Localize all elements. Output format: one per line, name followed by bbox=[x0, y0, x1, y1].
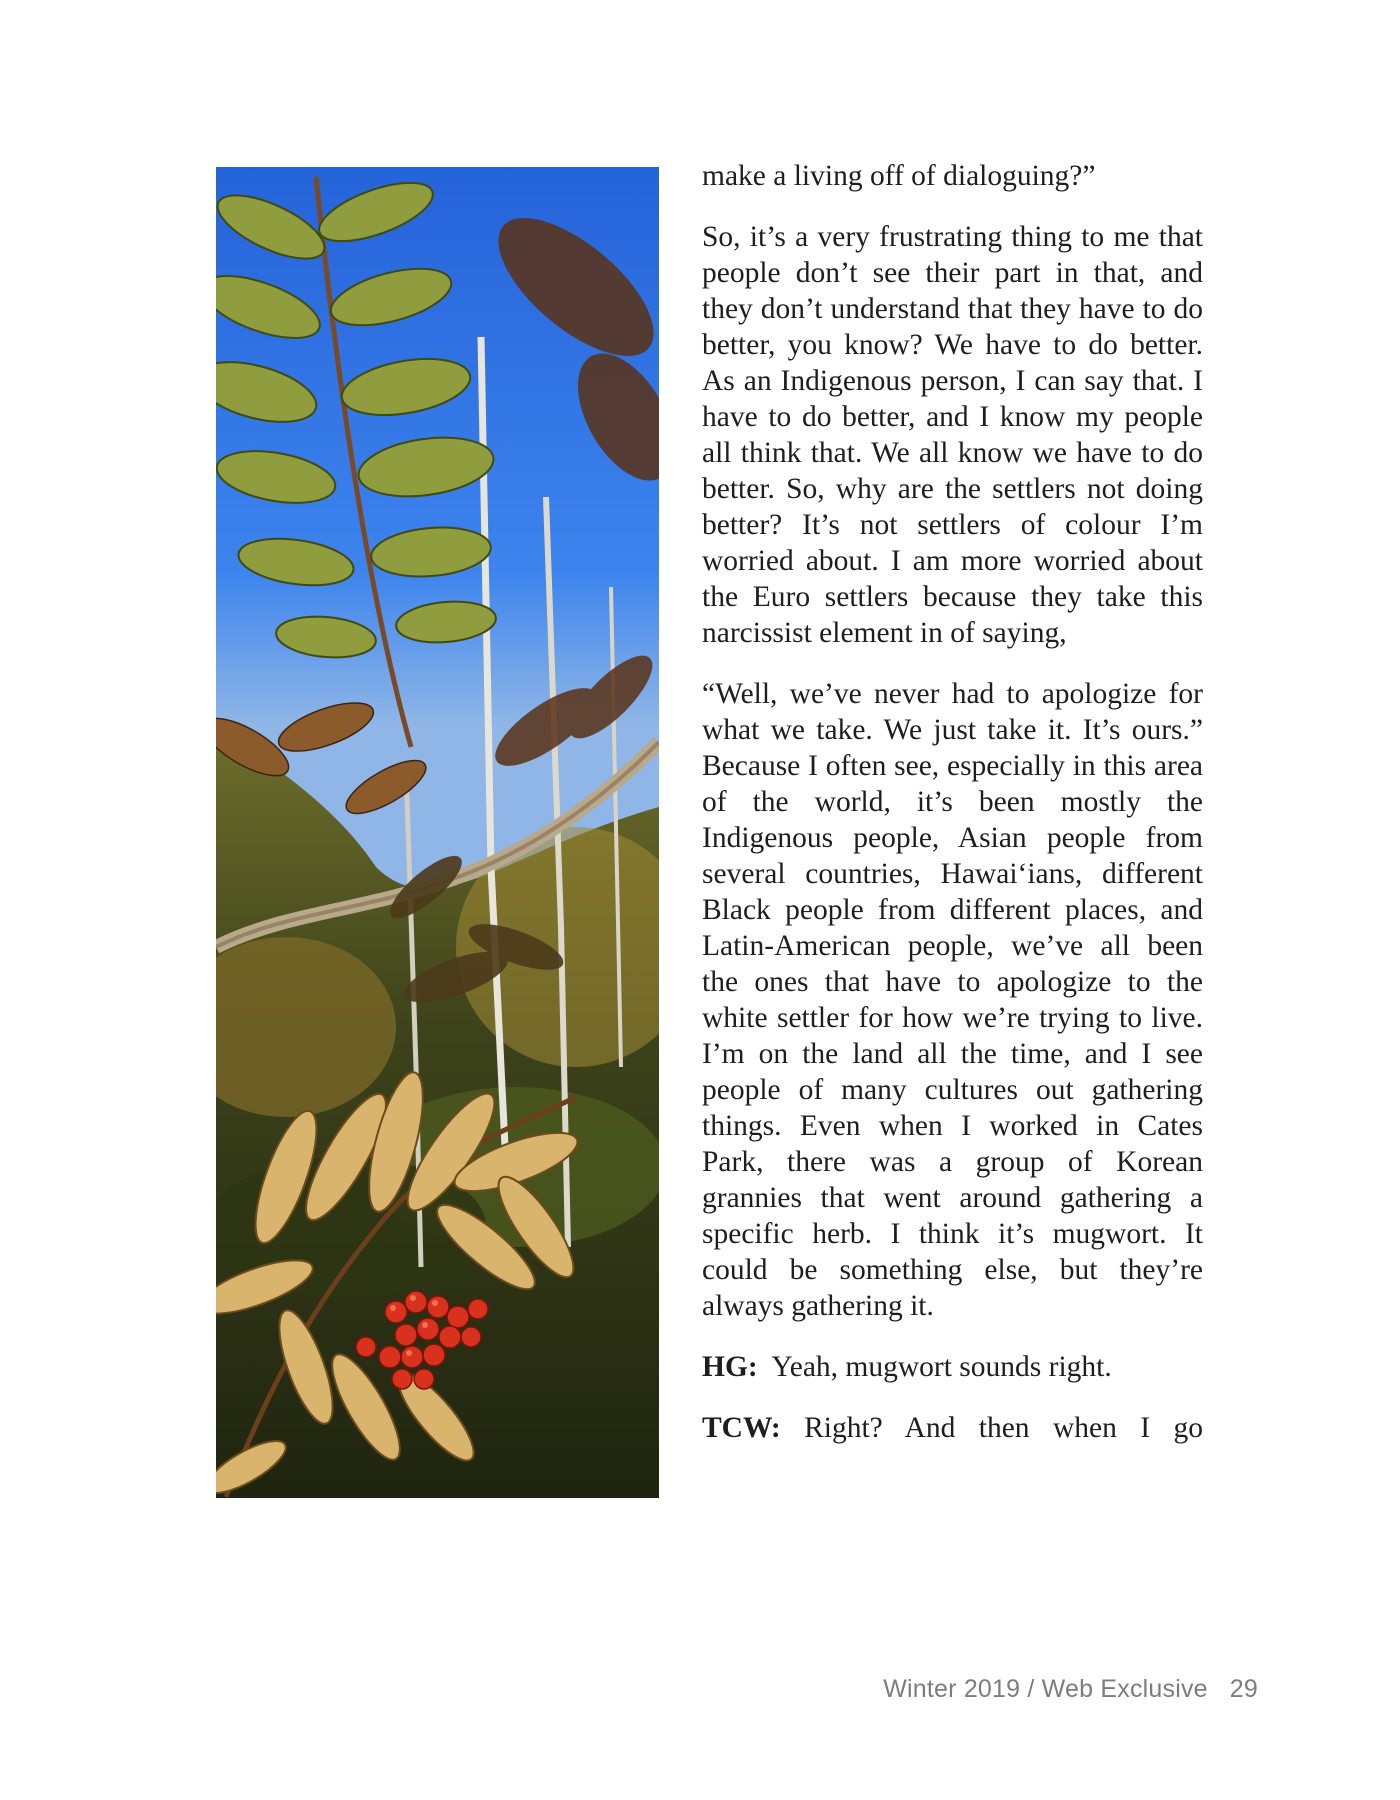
dialogue-line-tcw bbox=[702, 1410, 1203, 1446]
rowan-berries-photo bbox=[216, 167, 659, 1498]
article-body bbox=[702, 158, 1203, 1471]
paragraph-3: “Well, we’ve never had to apologize for what we take. We just take it. It’s ours.” Because I often see, especially in this area of the world, it’s been mostly the Indigenous people, Asian people from several countries, Hawaiʻians, different Black people from different places, and Latin-American people, we’ve all been the ones that have to apologize to the white settler for how we’re trying to live. I’m on the land all the time, and I see people of many cultures out gathering things. Even when I worked in Cates Park, there was a group of Korean grannies that went around gathering a specific herb. I think it’s mugwort. It could be something else, but they’re always gathering it. bbox=[702, 678, 1203, 1322]
dialogue-text: Yeah, mugwort sounds right. bbox=[771, 1351, 1112, 1383]
speaker-label: HG: bbox=[702, 1351, 758, 1383]
paragraph-2: So, it’s a very frustrating thing to me that people don’t see their part in that, and they don’t understand that they have to do better, you know? We have to do better. As an Indigenous person, I can say that. I have to do better, and I know my people all think that. We all know we have to do better. So, why are the settlers not doing better? It’s not settlers of colour I’m worried about. I am more worried about the Euro settlers because they take this narcissist element in of saying, bbox=[702, 221, 1203, 649]
paragraph-1: make a living off of dialoguing?” bbox=[702, 160, 1096, 192]
publication-issue: Winter 2019 / Web Exclusive bbox=[883, 1675, 1208, 1703]
page-footer bbox=[883, 1675, 1258, 1704]
dialogue-text: Right? And then when I go bbox=[804, 1412, 1204, 1444]
speaker-label: TCW: bbox=[702, 1412, 781, 1444]
dialogue-line-hg bbox=[702, 1349, 1203, 1385]
page-number: 29 bbox=[1229, 1675, 1258, 1703]
